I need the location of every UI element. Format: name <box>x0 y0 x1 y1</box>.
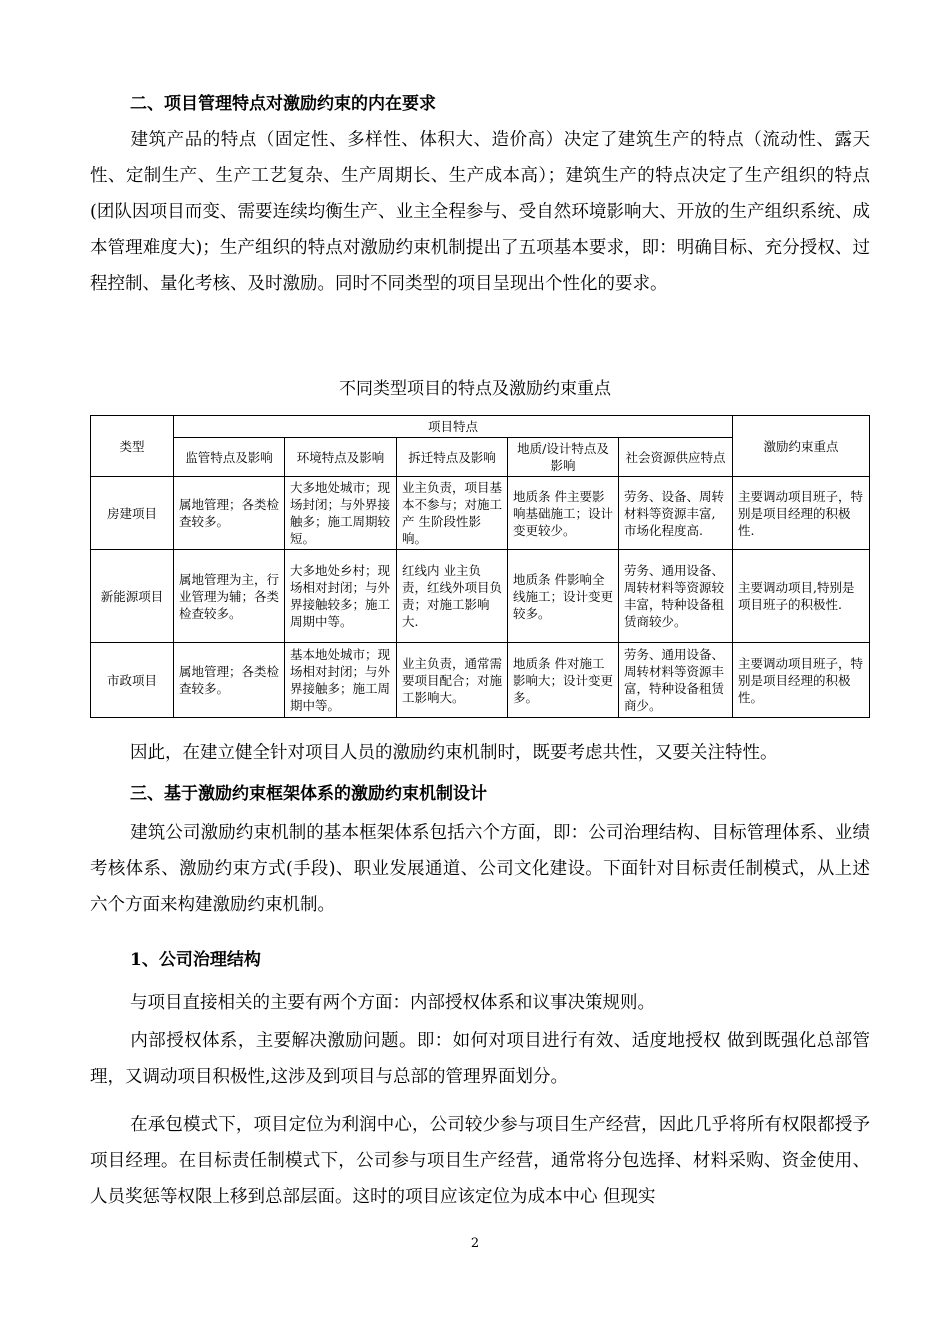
section-2-paragraph <box>90 122 870 302</box>
table-row <box>91 550 870 643</box>
table-cell: 大多地处城市；现场封闭；与外界接触多；施工周期较短。 <box>285 477 397 550</box>
subsection-1-para-3 <box>90 1107 870 1215</box>
subsection-1-para-3-text: 在承包模式下，项目定位为利润中心，公司较少参与项目生产经营，因此几乎将所有权限都授予项目经理。在目标责任制模式下，公司参与项目生产经营，通常将分包选择、材料采购、资金使用、人员奖惩等权限上移到总部层面。这时的项目应该定位为成本中心 但现实 <box>90 1115 870 1207</box>
table-cell: 地质条 件影响全线施工；设计变更较多。 <box>508 550 619 643</box>
page-number: 2 <box>470 1236 480 1251</box>
table-cell: 属地管理为主，行业管理为辅；各类检查较多。 <box>174 550 285 643</box>
table-row <box>91 643 870 718</box>
subheader-environment: 环境特点及影响 <box>285 438 397 477</box>
table-cell: 地质条 件对施工影响大；设计变更多。 <box>508 643 619 718</box>
table-cell: 劳务、通用设备、周转材料等资源较丰富，特种设备租赁商较少。 <box>619 550 733 643</box>
section-2-paragraph-text: 建筑产品的特点（固定性、多样性、体积大、造价高）决定了建筑生产的特点（流动性、露天性、定制生产、生产工艺复杂、生产周期长、生产成本高）；建筑生产的特点决定了生产组织的特点(团队因项目而变、需要连续均衡生产、业主全程参与、受自然环境影响大、开放的生产组织系统、成本管理难度大)；生产组织的特点对激励约束机制提出了五项基本要求，即：明确目标、充分授权、过程控制、量化考核、及时激励。同时不同类型的项目呈现出个性化的要求。 <box>90 130 870 294</box>
table-cell: 业主负责，通常需要项目配合；对施工影响大。 <box>397 643 508 718</box>
subsection-heading-1: 1、公司治理结构 <box>130 950 261 970</box>
header-project-features: 项目特点 <box>174 416 733 438</box>
row-type-cell: 新能源项目 <box>91 550 174 643</box>
table-cell: 属地管理；各类检查较多。 <box>174 477 285 550</box>
table-cell: 劳务、设备、周转材料等资源丰富,市场化程度高. <box>619 477 733 550</box>
subheader-social-resources: 社会资源供应特点 <box>619 438 733 477</box>
subheader-supervision: 监管特点及影响 <box>174 438 285 477</box>
table-caption: 不同类型项目的特点及激励约束重点 <box>339 379 611 399</box>
section-heading-2: 二、项目管理特点对激励约束的内在要求 <box>130 94 436 114</box>
section-3-paragraph <box>90 815 870 923</box>
subsection-1-para-2-text: 内部授权体系，主要解决激励问题。即：如何对项目进行有效、适度地授权 做到既强化总部管理，又调动项目积极性,这涉及到项目与总部的管理界面划分。 <box>90 1031 870 1087</box>
project-type-table <box>90 415 870 718</box>
table-cell: 大多地处乡村；现场相对封闭；与外界接触较多；施工周期中等。 <box>285 550 397 643</box>
table-row <box>91 477 870 550</box>
table-cell: 基本地处城市；现场相对封闭；与外界接触多；施工周期中等。 <box>285 643 397 718</box>
row-type-cell: 房建项目 <box>91 477 174 550</box>
table-cell: 业主负责，项目基本不参与；对施工产 生阶段性影响。 <box>397 477 508 550</box>
subheader-geology-design: 地质/设计特点及影响 <box>508 438 619 477</box>
table-cell: 红线内 业主负责，红线外项目负责；对施工影响大. <box>397 550 508 643</box>
header-incentive-focus: 激励约束重点 <box>733 416 870 477</box>
subheader-demolition: 拆迁特点及影响 <box>397 438 508 477</box>
row-focus-cell: 主要调动项目,特别是项目班子的积极性. <box>733 550 870 643</box>
table-cell: 劳务、通用设备、周转材料等资源丰富，特种设备租赁商少。 <box>619 643 733 718</box>
table-conclusion: 因此，在建立健全针对项目人员的激励约束机制时，既要考虑共性，又要关注特性。 <box>130 743 778 763</box>
table-header-row <box>91 416 870 438</box>
header-type: 类型 <box>91 416 174 477</box>
section-heading-3: 三、基于激励约束框架体系的激励约束机制设计 <box>130 784 487 804</box>
subsection-1-para-2 <box>90 1023 870 1095</box>
table-cell: 地质条 件主要影响基础施工；设计变更较少。 <box>508 477 619 550</box>
section-3-paragraph-text: 建筑公司激励约束机制的基本框架体系包括六个方面，即：公司治理结构、目标管理体系、业绩考核体系、激励约束方式(手段)、职业发展通道、公司文化建设。下面针对目标责任制模式，从上述六个方面来构建激励约束机制。 <box>90 823 870 915</box>
table-cell: 属地管理；各类检查较多。 <box>174 643 285 718</box>
subsection-1-para-1: 与项目直接相关的主要有两个方面：内部授权体系和议事决策规则。 <box>130 993 655 1013</box>
row-focus-cell: 主要调动项目班子，特别是项目经理的积极性。 <box>733 643 870 718</box>
row-focus-cell: 主要调动项目班子，特别是项目经理的积极性. <box>733 477 870 550</box>
row-type-cell: 市政项目 <box>91 643 174 718</box>
